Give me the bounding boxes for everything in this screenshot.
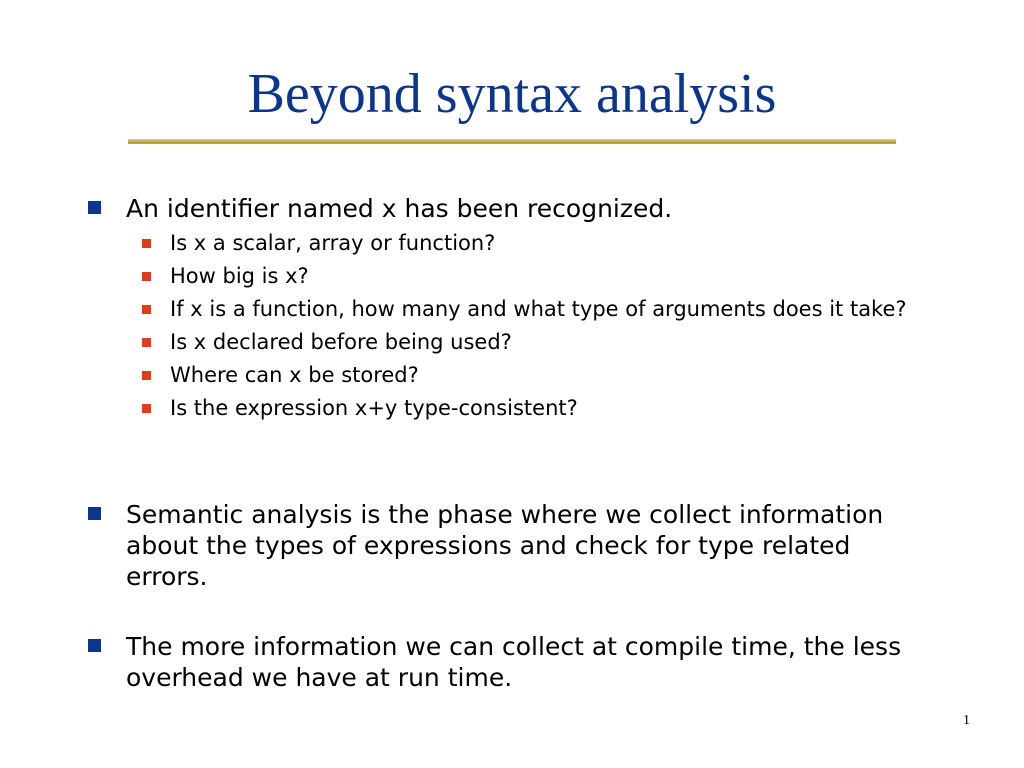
bullet-primary — [88, 499, 906, 592]
bullet-text: The more information we can collect at compile time, the less overhead we have at run time. — [126, 632, 902, 692]
sub-bullet — [140, 362, 910, 389]
sub-bullet-list — [140, 230, 910, 422]
square-bullet-icon — [142, 272, 151, 281]
sub-bullet-text: Where can x be stored? — [170, 363, 419, 387]
square-bullet-icon — [142, 305, 151, 314]
sub-bullet — [140, 263, 910, 290]
slide-title: Beyond syntax analysis — [247, 63, 777, 125]
page-number: 1 — [963, 713, 970, 728]
square-bullet-icon — [88, 507, 101, 520]
sub-bullet-text: Is x a scalar, array or function? — [170, 231, 496, 255]
sub-bullet-text: Is x declared before being used? — [170, 330, 512, 354]
bullet-text: Semantic analysis is the phase where we collect information about the types of expressions and check for type related errors. — [126, 500, 884, 591]
bullet-primary — [88, 193, 906, 224]
square-bullet-icon — [142, 239, 151, 248]
bullet-item — [88, 193, 906, 224]
sub-bullet — [140, 395, 910, 422]
bullet-item — [88, 499, 906, 592]
square-bullet-icon — [88, 201, 101, 214]
bullet-text: An identifier named x has been recognized. — [126, 194, 673, 223]
square-bullet-icon — [142, 371, 151, 380]
sub-bullet — [140, 329, 910, 356]
sub-bullet-text: How big is x? — [170, 264, 309, 288]
bullet-item — [88, 631, 906, 693]
bullet-primary — [88, 631, 906, 693]
sub-bullet — [140, 230, 910, 257]
square-bullet-icon — [88, 639, 101, 652]
sub-bullet-text: If x is a function, how many and what type of arguments does it take? — [170, 297, 907, 321]
sub-bullet — [140, 296, 910, 323]
sub-bullet-text: Is the expression x+y type-consistent? — [170, 396, 578, 420]
square-bullet-icon — [142, 404, 151, 413]
square-bullet-icon — [142, 338, 151, 347]
